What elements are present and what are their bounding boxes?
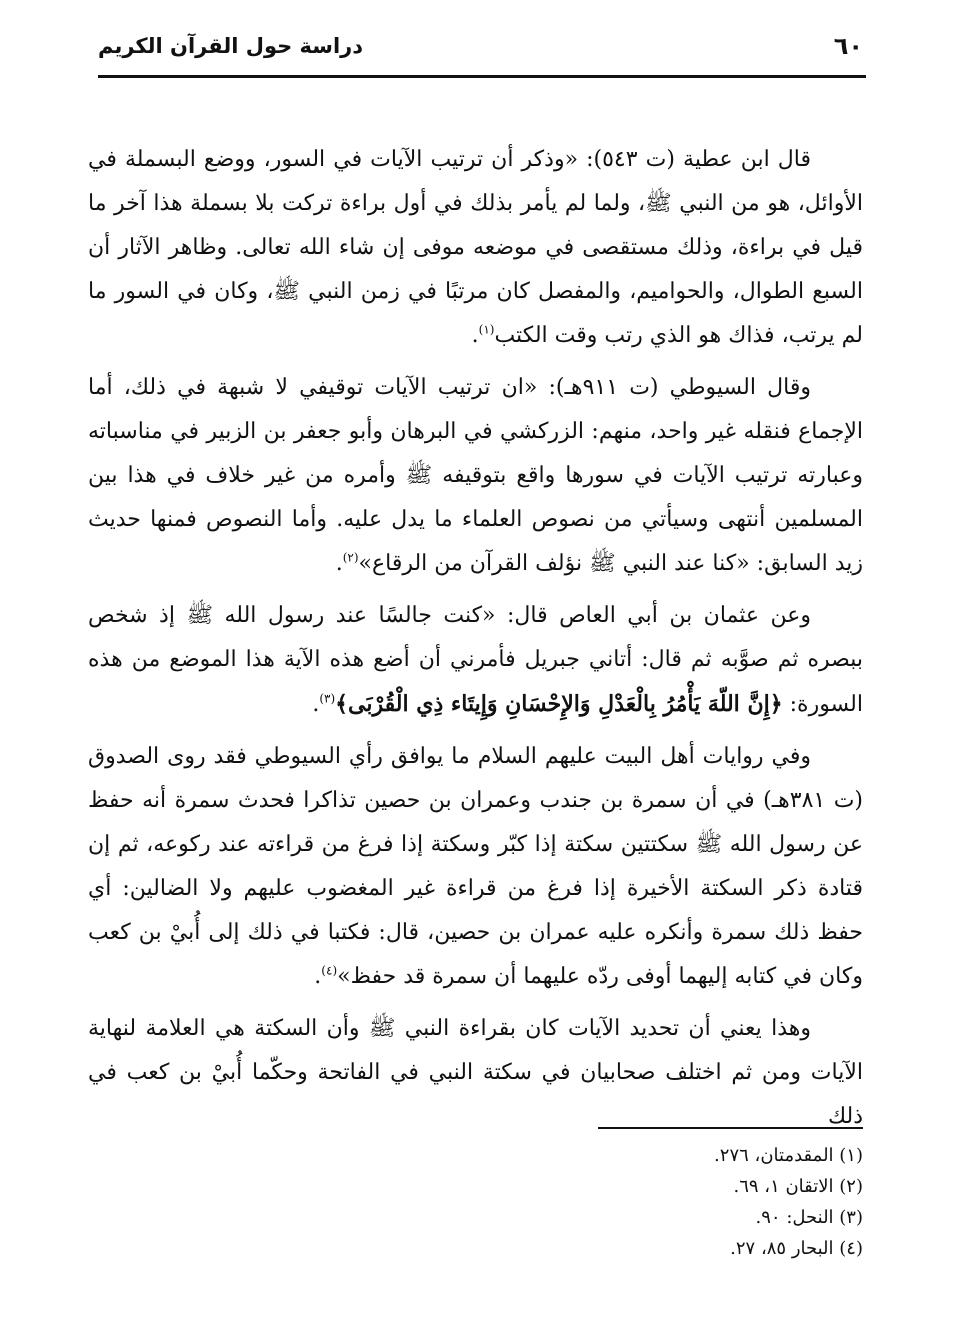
paragraph-5 (88, 1007, 863, 1139)
paragraph-5-text: وهذا يعني أن تحديد الآيات كان بقراءة النبي ﷺ وأن السكتة هي العلامة لنهاية الآيات ومن ثم اختلف صحابيان في سكتة النبي في الفاتحة وحكّما أُبيْ بن كعب في ذلك (88, 1016, 863, 1129)
paragraph-4 (88, 735, 863, 999)
footnote-2: (٢) الاتقان ١، ٦٩. (733, 1176, 863, 1197)
paragraph-4-text: وفي روايات أهل البيت عليهم السلام ما يوافق رأي السيوطي فقد روى الصدوق (ت ٣٨١هـ) في أن سمرة بن جندب وعمران بن حصين تذاكرا فحدث سمرة أنه حفظ عن رسول الله ﷺ سكتتين سكتة إذا كبّر وسكتة إذا فرغ من قراءته عند ركوعه، ثم إن قتادة ذكر السكتة الأخيرة إذا فرغ من قراءة غير المغضوب عليهم ولا الضالين: أي حفظ ذلك سمرة وأنكره عليه عمران بن حصين، قال: فكتبا في ذلك إلى أُبيْ بن كعب وكان في كتابه إليهما أوفى ردّه عليهما أن سمرة قد حفظ» (88, 744, 864, 989)
paragraph-1-end: . (471, 323, 479, 348)
footnote-ref-2[interactable]: (٢) (342, 550, 359, 565)
footnote-4: (٤) البحار ٨٥، ٢٧. (730, 1238, 863, 1259)
footnotes (500, 1140, 863, 1264)
page-number: ٦٠ (833, 32, 863, 60)
footnote-ref-4[interactable]: (٤) (321, 963, 338, 978)
footnote-ref-1[interactable]: (١) (478, 322, 495, 337)
page-header (98, 28, 863, 72)
footnote-1: (١) المقدمتان، ٢٧٦. (714, 1145, 863, 1166)
footnote-ref-3[interactable]: (٣) (319, 691, 336, 706)
paragraph-3-end: . (312, 692, 320, 717)
paragraph-1 (88, 138, 863, 358)
paragraph-4-end: . (314, 964, 322, 989)
paragraph-2 (88, 366, 863, 586)
footnote-rule (598, 1127, 863, 1129)
paragraph-2-text: وقال السيوطي (ت ٩١١هـ): «ان ترتيب الآيات توقيفي لا شبهة في ذلك، أما الإجماع فنقله غير واحد، منهم: الزركشي في البرهان وأبو جعفر بن الزبير في مناسباته وعبارته ترتيب الآيات في سورها واقع بتوقيفه ﷺ وأمره من غير خلاف في هذا بين المسلمين أنتهى وسيأتي من نصوص العلماء ما يدل عليه. وأما النصوص فمنها حديث زيد السابق: «كنا عند النبي ﷺ نؤلف القرآن من الرقاع» (88, 375, 863, 576)
footnote-3: (٣) النحل: ٩٠. (755, 1207, 863, 1228)
body-text (88, 138, 863, 1147)
paragraph-1-text: قال ابن عطية (ت ٥٤٣): «وذكر أن ترتيب الآيات في السور، ووضع البسملة في الأوائل، هو من النبي ﷺ، ولما لم يأمر بذلك في أول براءة تركت بلا بسملة هذا آخر ما قيل في براءة، وذلك مستقصى في موضعه موفى إن شاء الله تعالى. وظاهر الآثار أن السبع الطوال، والحواميم، والمفصل كان مرتبًا في زمن النبي ﷺ، وكان في السور ما لم يرتب، فذاك هو الذي رتب وقت الكتب (88, 147, 863, 348)
running-title: دراسة حول القرآن الكريم (98, 34, 364, 58)
paragraph-3 (88, 594, 863, 727)
header-rule (98, 75, 866, 78)
quran-verse: ﴿إِنَّ اللّهَ يَأْمُرُ بِالْعَدْلِ وَالإِحْسَانِ وَإِيتَاء ذِي الْقُرْبَى﴾ (335, 691, 783, 717)
paragraph-2-end: . (335, 551, 343, 576)
paragraph-3-text: وعن عثمان بن أبي العاص قال: «كنت جالسًا عند رسول الله ﷺ إذ شخص ببصره ثم صوَّبه ثم قال: أتاني جبريل فأمرني أن أضع هذه الآية هذا الموضع من هذه السورة: (88, 603, 863, 717)
